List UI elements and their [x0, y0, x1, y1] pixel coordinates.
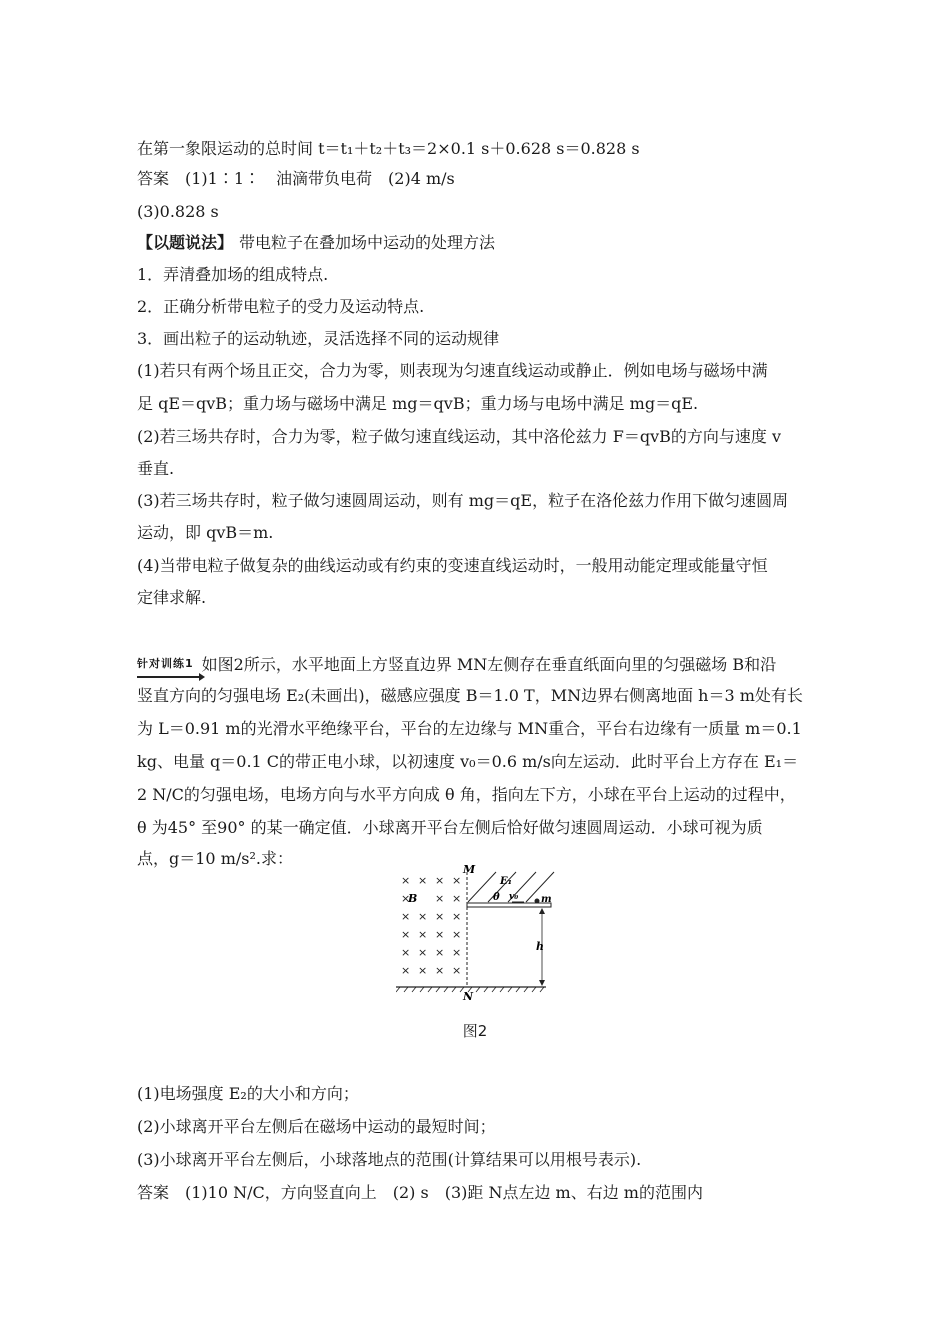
magnetic-field-crosses — [401, 874, 461, 977]
exercise-line-3: 为 L＝0.91 m的光滑水平绝缘平台，平台的左边缘与 MN重合，平台右边缘有一质量 m＝0.1 — [137, 719, 802, 738]
svg-text:×: × — [452, 928, 462, 941]
exercise-answer: 答案 (1)10 N/C，方向竖直向上 (2) s (3)距 N点左边 m、右边 m的范围内 — [137, 1183, 703, 1202]
figure-caption: 图2 — [462, 1022, 488, 1040]
method-heading-text: 带电粒子在叠加场中运动的处理方法 — [239, 233, 496, 252]
svg-text:×: × — [401, 874, 411, 887]
label-M: M — [463, 863, 476, 876]
svg-text:×: × — [418, 874, 428, 887]
label-N: N — [463, 990, 474, 1002]
answer-line-2: (3)0.828 s — [137, 202, 219, 221]
method-heading-tag: 【以题说法】 — [137, 233, 234, 252]
exercise-line-1-text: 如图2所示，水平地面上方竖直边界 MN左侧存在垂直纸面向里的匀强磁场 B和沿 — [201, 655, 777, 674]
svg-text:×: × — [435, 946, 445, 959]
method-sub4-b: 定律求解. — [137, 588, 207, 607]
answer-line-1: 答案 (1)1∶1∶ 油滴带负电荷 (2)4 m/s — [137, 169, 455, 188]
method-sub2-b: 垂直. — [137, 459, 175, 478]
svg-text:×: × — [401, 892, 411, 905]
exercise-line-4: kg、电量 q＝0.1 C的带正电小球，以初速度 v₀＝0.6 m/s向左运动．此时平台上方存在 E₁＝ — [137, 752, 799, 771]
method-point-2: 2．正确分析带电粒子的受力及运动特点. — [137, 297, 425, 316]
svg-text:×: × — [401, 910, 411, 923]
svg-text:×: × — [418, 928, 428, 941]
exercise-line-6: θ 为45° 至90° 的某一确定值．小球离开平台左侧后恰好做匀速圆周运动．小球可视为质 — [137, 818, 763, 837]
label-h: h — [536, 940, 544, 953]
svg-text:×: × — [435, 964, 445, 977]
exercise-line-5: 2 N/C的匀强电场，电场方向与水平方向成 θ 角，指向左下方，小球在平台上运动的过程中， — [137, 785, 796, 804]
method-point-1: 1．弄清叠加场的组成特点. — [137, 265, 329, 284]
svg-text:×: × — [418, 964, 428, 977]
svg-text:×: × — [401, 946, 411, 959]
method-sub3-b: 运动，即 qvB＝m. — [137, 523, 274, 542]
svg-text:×: × — [435, 874, 445, 887]
svg-text:×: × — [435, 910, 445, 923]
method-heading — [137, 233, 495, 253]
svg-text:×: × — [401, 964, 411, 977]
question-3: (3)小球离开平台左侧后，小球落地点的范围(计算结果可以用根号表示). — [137, 1150, 642, 1169]
svg-text:×: × — [452, 946, 462, 959]
method-point-3: 3．画出粒子的运动轨迹，灵活选择不同的运动规律 — [137, 329, 500, 348]
exercise-line-1 — [137, 654, 776, 678]
label-m: m — [541, 894, 552, 905]
method-sub1-b: 足 qE＝qvB；重力场与磁场中满足 mg＝qvB；重力场与电场中满足 mg＝qE. — [137, 394, 699, 413]
svg-text:×: × — [435, 892, 445, 905]
exercise-badge: 针对训练1 — [137, 654, 200, 678]
svg-text:×: × — [435, 928, 445, 941]
svg-text:×: × — [418, 910, 428, 923]
method-sub4-a: (4)当带电粒子做复杂的曲线运动或有约束的变速直线运动时，一般用动能定理或能量守恒 — [137, 556, 768, 575]
label-B: B — [408, 892, 418, 905]
label-E1: E₁ — [500, 876, 513, 887]
method-sub3-a: (3)若三场共存时，粒子做匀速圆周运动，则有 mg＝qE，粒子在洛伦兹力作用下做匀速圆周 — [137, 491, 789, 510]
method-sub1-a: (1)若只有两个场且正交，合力为零，则表现为匀速直线运动或静止．例如电场与磁场中满 — [137, 361, 768, 380]
figure-2-diagram — [396, 862, 566, 1002]
platform — [467, 903, 551, 907]
svg-text:×: × — [452, 964, 462, 977]
svg-text:×: × — [401, 928, 411, 941]
label-v0: v₀ — [509, 892, 519, 902]
question-2: (2)小球离开平台左侧后在磁场中运动的最短时间； — [137, 1117, 496, 1136]
question-1: (1)电场强度 E₂的大小和方向； — [137, 1084, 359, 1103]
ball-m — [535, 899, 540, 904]
svg-text:×: × — [452, 910, 462, 923]
exercise-line-2: 竖直方向的匀强电场 E₂(未画出)，磁感应强度 B＝1.0 T，MN边界右侧离地面 h＝3 m处有长 — [137, 686, 803, 705]
svg-text:×: × — [418, 946, 428, 959]
method-sub2-a: (2)若三场共存时，合力为零，粒子做匀速直线运动，其中洛伦兹力 F＝qvB的方向与速度 v — [137, 427, 782, 446]
svg-text:×: × — [452, 874, 462, 887]
label-theta: θ — [493, 892, 500, 903]
exercise-line-7: 点，g＝10 m/s².求： — [137, 849, 293, 868]
svg-text:×: × — [452, 892, 462, 905]
total-time-line: 在第一象限运动的总时间 t＝t₁＋t₂＋t₃＝2×0.1 s＋0.628 s＝0.828 s — [137, 139, 640, 158]
